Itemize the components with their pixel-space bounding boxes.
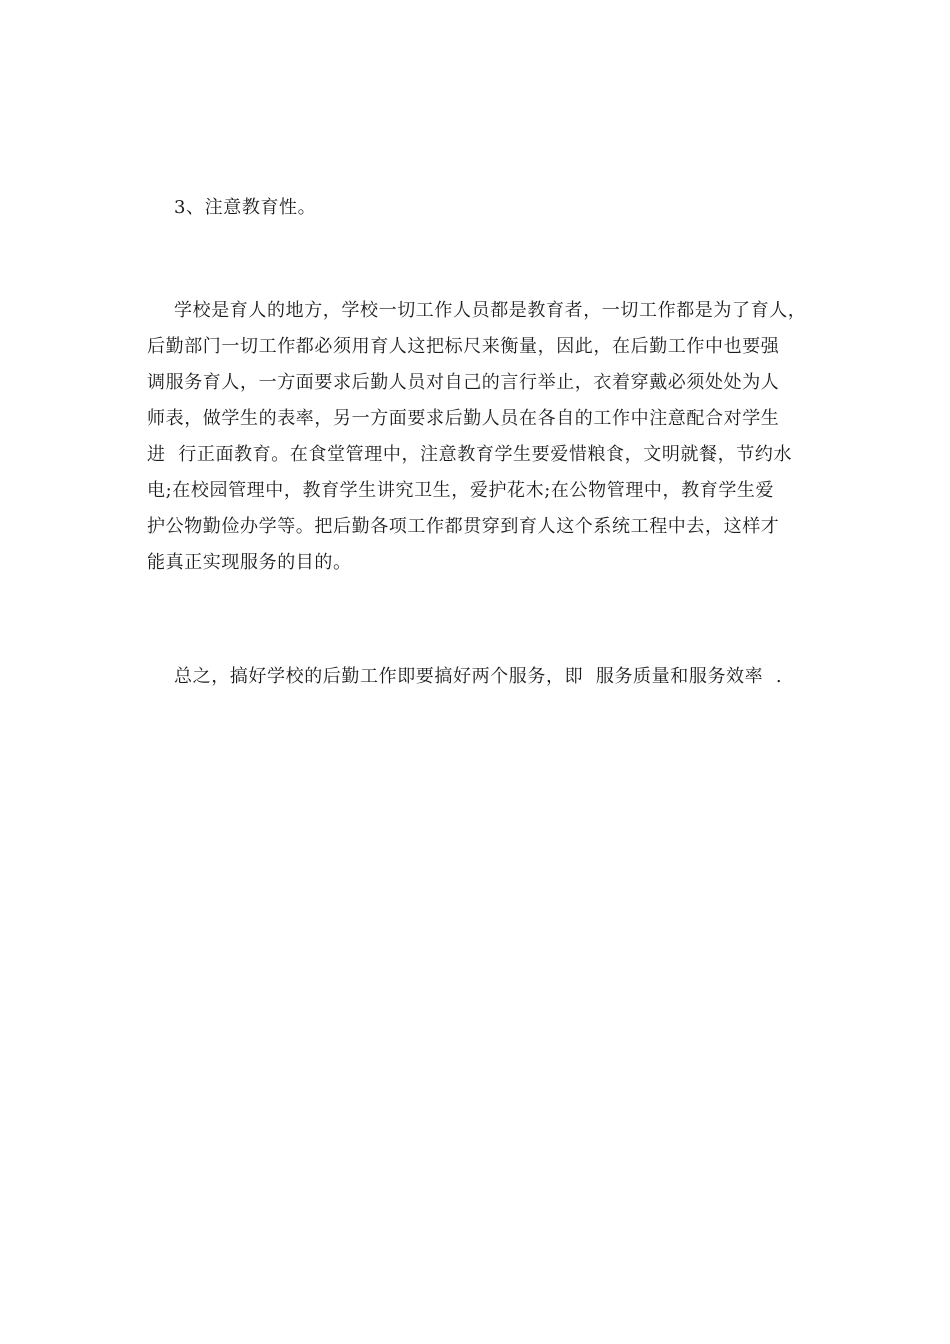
paragraph-line: 护公物勤俭办学等。把后勤各项工作都贯穿到育人这个系统工程中去，这样才	[147, 516, 780, 537]
conclusion-paragraph: 总之，搞好学校的后勤工作即要搞好两个服务，即 服务质量和服务效率 .	[174, 666, 783, 687]
paragraph-line: 能真正实现服务的目的。	[147, 552, 352, 573]
paragraph-line: 电;在校园管理中，教育学生讲究卫生，爱护花木;在公物管理中，教育学生爱	[147, 480, 775, 501]
paragraph-line: 师表，做学生的表率，另一方面要求后勤人员在各自的工作中注意配合对学生	[147, 408, 780, 429]
paragraph-line: 后勤部门一切工作都必须用育人这把标尺来衡量，因此，在后勤工作中也要强	[147, 336, 780, 357]
paragraph-line: 进 行正面教育。在食堂管理中，注意教育学生要爱惜粮食，文明就餐，节约水	[147, 444, 793, 465]
paragraph-line: 调服务育人，一方面要求后勤人员对自己的言行举止，衣着穿戴必须处处为人	[147, 372, 780, 393]
section-heading: 3、注意教育性。	[174, 197, 317, 218]
paragraph-line: 学校是育人的地方，学校一切工作人员都是教育者，一切工作都是为了育人，	[174, 300, 807, 321]
